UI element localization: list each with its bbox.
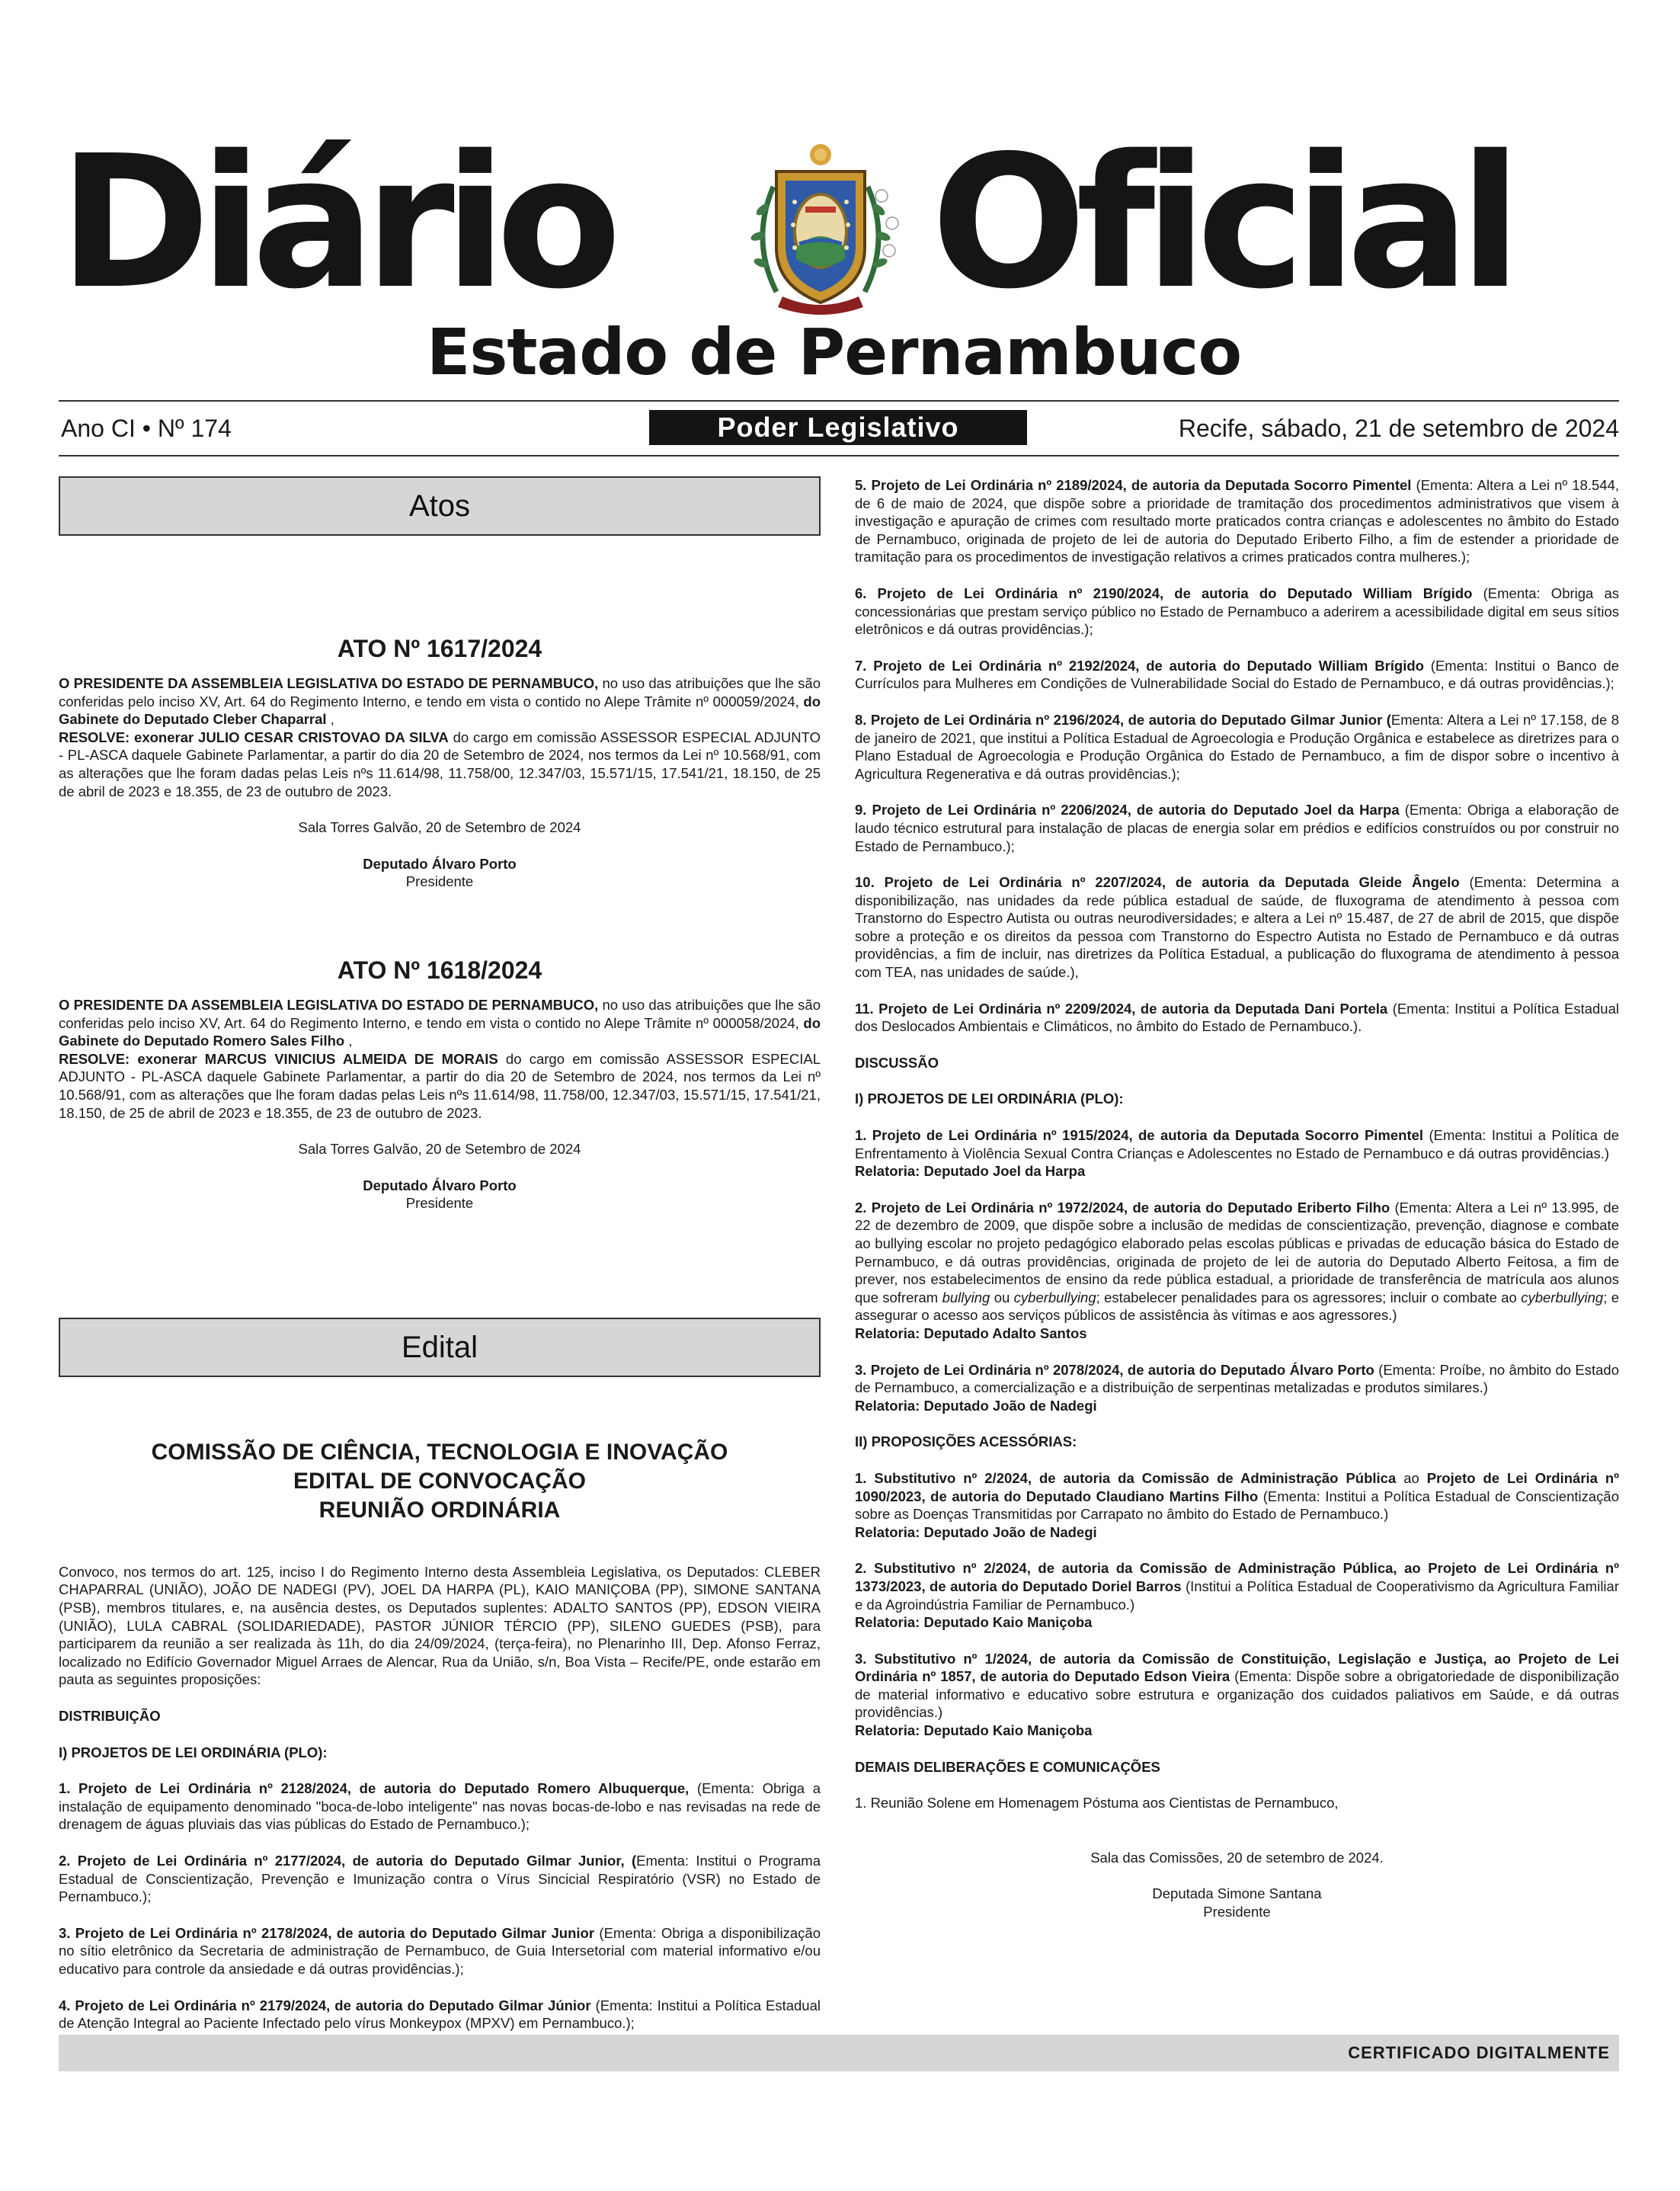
ato-title: ATO Nº 1618/2024 — [337, 956, 542, 984]
list-item: 10. Projeto de Lei Ordinária nº 2207/2024, de autoria da Deputada Gleide Ângelo (Ementa: Determina a disponibilização, nas unidades da rede pública estadual de saúde, de fluxograma de atendimento à pessoa com Transtorno do Espectro Autista ou outras neurodiversidades; e altera a Lei nº 15.487, de 27 de abril de 2015, que dispõe sobre a proteção e os direitos da pessoa com Transtorno do Espectro Autista no Estado de Pernambuco e dá outras providências, a fim de incluir, nas diretrizes da Política Estadual, a publicação do fluxograma de atendimento à pessoa com TEA, nas unidades de saúde.), — [855, 874, 1619, 981]
list-item: 5. Projeto de Lei Ordinária nº 2189/2024, de autoria da Deputada Socorro Pimentel (Ementa: Altera a Lei nº 18.544, de 6 de maio de 2024, que dispõe sobre a prioridade de tramitação dos procedimentos administrativos que visem à investigação e apuração de crimes com resultado morte praticados contra crianças e adolescentes no âmbito do Estado de Pernambuco, originada de projeto de lei de autoria do Deputado Eriberto Filho, a fim de estender a prioridade de tramitação para os procedimentos de investigação relativos a crimes praticados contra mulheres.); — [855, 477, 1620, 565]
list-item: 3. Projeto de Lei Ordinária nº 2078/2024, de autoria do Deputado Álvaro Porto (Ementa: Proíbe, no âmbito do Estado de Pernambuco, a comercialização e a distribuição de serpentinas metalizadas e produtos similares.) Relatoria: Deputado João de Nadegi — [855, 1361, 1619, 1414]
ato-place-date: Sala Torres Galvão, 20 de Setembro de 2024 — [298, 819, 581, 836]
masthead — [59, 116, 1619, 329]
masthead-title-left: Diário — [59, 116, 611, 329]
list-item: 2. Projeto de Lei Ordinária nº 1972/2024, de autoria do Deputado Eriberto Filho (Ementa: Altera a Lei nº 13.995, de 22 de dezembro de 2009, que dispõe sobre a inclusão de medidas de conscientização, prevenção, diagnose e combate ao bullying escolar no projeto pedagógico elaborado pelas escolas públicas e privadas de educação básica do Estado de Pernambuco, e dá outras providências, originada de projeto de lei de autoria do Deputado Alberto Feitosa, a fim de prever, nos estabelecimentos de ensino da rede pública estadual, a prioridade de transferência de matrícula aos alunos que sofreram bullying ou cyberbullying; estabelecer penalidades para os agressores; incluir o combate ao cyberbullying; e assegurar o acesso aos serviços públicos de assistência às vítimas e aos agressores.) Relatoria: Deputado Adalto Santos — [855, 1199, 1619, 1341]
list-item: 4. Projeto de Lei Ordinária nº 2179/2024, de autoria do Deputado Gilmar Júnior (Ementa: Institui a Política Estadual de Atenção Integral ao Paciente Infectado pelo vírus Monkeypox (MPXV) em Pernambuco.); — [59, 1997, 821, 2032]
plo-label: I) PROJETOS DE LEI ORDINÁRIA (PLO): — [59, 1744, 328, 1760]
ato-signer-role: Presidente — [405, 1195, 474, 1212]
ato-place-date: Sala Torres Galvão, 20 de Setembro de 2024 — [298, 1141, 581, 1158]
discussao-label: DISCUSSÃO — [855, 1054, 939, 1071]
digital-certificate-bar: CERTIFICADO DIGITALMENTE — [59, 2035, 1619, 2071]
distribuicao-label: DISTRIBUIÇÃO — [59, 1708, 161, 1725]
publication-date: Recife, sábado, 21 de setembro de 2024 — [1178, 415, 1619, 442]
section-heading-edital: Edital — [59, 1318, 821, 1377]
edition-number: Ano CI • Nº 174 — [61, 415, 232, 442]
ato-signer-role: Presidente — [405, 873, 474, 890]
list-item: 1. Substitutivo nº 2/2024, de autoria da Comissão de Administração Pública ao Projeto de Lei Ordinária nº 1090/2023, de autoria do Deputado Claudiano Martins Filho (Ementa: Institui a Política Estadual de Conscientização sobre as Doenças Transmitidas por Carrapato no âmbito do Estado de Pernambuco.) Relatoria: Deputado João de Nadegi — [855, 1469, 1619, 1540]
list-item: 2. Projeto de Lei Ordinária nº 2177/2024, de autoria do Deputado Gilmar Junior, (Ementa: Institui o Programa Estadual de Conscientização, Prevenção e Imunização contra o Vírus Sincicial Respiratório (VSR) no Estado de Pernambuco.); — [59, 1853, 821, 1905]
ato-1617 — [59, 633, 821, 891]
edital-signer-role: Presidente — [1203, 1904, 1271, 1920]
list-item: 1. Projeto de Lei Ordinária nº 2128/2024, de autoria do Deputado Romero Albuquerque, (Ementa: Obriga a instalação de equipamento denominado "boca-de-lobo inteligente" nas novas bocas-de-lobo e nas revisadas na rede de drenagem de águas pluviais das vias públicas do Estado de Pernambuco.); — [59, 1780, 821, 1833]
masthead-title-right: Oficial — [931, 116, 1512, 329]
ato-1618 — [59, 955, 821, 1212]
edital-place-date: Sala das Comissões, 20 de setembro de 2024. — [1090, 1849, 1384, 1866]
left-column — [59, 476, 821, 2032]
masthead-subtitle: Estado de Pernambuco — [427, 315, 1242, 389]
header-bottom-rule — [59, 455, 1619, 456]
list-item: 1. Projeto de Lei Ordinária nº 1915/2024, de autoria da Deputada Socorro Pimentel (Ementa: Institui a Política de Enfrentamento à Violência Sexual Contra Crianças e Adolescentes no Estado de Pernambuco e dá outras providências.) Relatoria: Deputado Joel da Harpa — [855, 1127, 1619, 1180]
list-item: 1. Reunião Solene em Homenagem Póstuma aos Cientistas de Pernambuco, — [855, 1795, 1339, 1811]
edital-intro: Convoco, nos termos do art. 125, inciso I do Regimento Interno desta Assembleia Legislativa, os Deputados: CLEBER CHAPARRAL (UNIÃO), JOÃO DE NADEGI (PV), JOEL DA HARPA (PL), KAIO MANIÇOBA (PP), SIMONE SANTANA (PSB), membros titulares, e, na ausência destes, os Deputados suplentes: ADALTO SANTOS (PP), EDSON VIEIRA (UNIÃO), LULA CABRAL (SOLIDARIEDADE), PASTOR JÚNIOR TÉRCIO (PP), SILENO GUEDES (PSB), para participarem da reunião a ser realizada às 11h, do dia 24/09/2024, (terça-feira), no Plenarinho III, Dep. Afonso Ferraz, localizado no Edifício Governador Miguel Arraes de Alencar, Rua da União, s/n, Boa Vista – Recife/PE, onde estarão em pauta as seguintes proposições: — [59, 1563, 821, 1688]
edital-title-line: EDITAL DE CONVOCAÇÃO — [293, 1468, 586, 1494]
list-item: 3. Projeto de Lei Ordinária nº 2178/2024, de autoria do Deputado Gilmar Junior (Ementa: Obriga a disponibilização no sítio eletrônico da Secretaria de administração de Pernambuco, de Guia Intersetorial com material informativo e/ou educativo para controle da ansiedade e dá outras providências.); — [59, 1924, 821, 1977]
acessorias-label: II) PROPOSIÇÕES ACESSÓRIAS: — [855, 1433, 1077, 1450]
list-item: 9. Projeto de Lei Ordinária nº 2206/2024, de autoria do Deputado Joel da Harpa (Ementa: Obriga a elaboração de laudo técnico estrutural para instalação de placas de energia solar em prédios e edifícios construídos ou por construir no Estado de Pernambuco.); — [855, 802, 1619, 854]
section-banner: Poder Legislativo — [649, 410, 1027, 445]
coat-of-arms-icon — [729, 133, 912, 316]
edital-signer: Deputada Simone Santana — [1152, 1885, 1322, 1902]
right-column — [855, 476, 1619, 1921]
demais-label: DEMAIS DELIBERAÇÕES E COMUNICAÇÕES — [855, 1758, 1160, 1775]
section-heading-atos: Atos — [59, 476, 821, 536]
edital-title-line: COMISSÃO DE CIÊNCIA, TECNOLOGIA E INOVAÇÃO — [151, 1439, 728, 1465]
ato-body: O PRESIDENTE DA ASSEMBLEIA LEGISLATIVA DO ESTADO DE PERNAMBUCO, no uso das atribuições que lhe são conferidas pelo inciso XV, Art. 64 do Regimento Interno, e tendo em vista o contido no Alepe Trâmite nº 000059/2024, do Gabinete do Deputado Cleber Chaparral , RESOLVE: exonerar JULIO CESAR CRISTOVAO DA SILVA do cargo em comissão ASSESSOR ESPECIAL ADJUNTO - PL-ASCA daquele Gabinete Parlamentar, a partir do dia 20 de Setembro de 2024, nos termos da Lei nº 10.568/91, com as alterações que lhe foram dadas pelas Leis nºs 11.614/98, 11.758/00, 12.347/03, 15.571/15, 17.541/21, 18.150, de 25 de abril de 2023 e 18.355, de 23 de outubro de 2023. — [59, 675, 821, 799]
ato-signer: Deputado Álvaro Porto — [363, 855, 517, 872]
list-item: 2. Substitutivo nº 2/2024, de autoria da Comissão de Administração Pública, ao Projeto de Lei Ordinária nº 1373/2023, de autoria do Deputado Doriel Barros (Institui a Política Estadual de Cooperativismo da Agricultura Familiar e da Agroindústria Familiar de Pernambuco.) Relatoria: Deputado Kaio Maniçoba — [855, 1560, 1619, 1631]
list-item: 11. Projeto de Lei Ordinária nº 2209/2024, de autoria da Deputada Dani Portela (Ementa: Institui a Política Estadual dos Deslocados Ambientais e Climáticos, no âmbito do Estado de Pernambuco.). — [855, 1000, 1619, 1035]
ato-signer: Deputado Álvaro Porto — [363, 1177, 517, 1193]
list-item: 3. Substitutivo nº 1/2024, de autoria da Comissão de Constituição, Legislação e Justiça, ao Projeto de Lei Ordinária nº 1857, de autoria do Deputado Edson Vieira (Ementa: Dispõe sobre a obrigatoriedade de disponibilização de material informativo e educativo sobre estrutura e organização dos cuidados paliativos em Saúde, e dá outras providências.) Relatoria: Deputado Kaio Maniçoba — [855, 1650, 1619, 1739]
ato-body: O PRESIDENTE DA ASSEMBLEIA LEGISLATIVA DO ESTADO DE PERNAMBUCO, no uso das atribuições que lhe são conferidas pelo inciso XV, Art. 64 do Regimento Interno, e tendo em vista o contido no Alepe Trâmite nº 000058/2024, do Gabinete do Deputado Romero Sales Filho , RESOLVE: exonerar MARCUS VINICIUS ALMEIDA DE MORAIS do cargo em comissão ASSESSOR ESPECIAL ADJUNTO - PL-ASCA daquele Gabinete Parlamentar, a partir do dia 20 de Setembro de 2024, nos termos da Lei nº 10.568/91, com as alterações que lhe foram dadas pelas Leis nºs 11.614/98, 11.758/00, 12.347/03, 15.571/15, 17.541/21, 18.150, de 25 de abril de 2023 e 18.355, de 23 de outubro de 2023. — [59, 996, 821, 1121]
edital-title-line: REUNIÃO ORDINÁRIA — [318, 1497, 561, 1523]
discussao-plo-label: I) PROJETOS DE LEI ORDINÁRIA (PLO): — [855, 1091, 1124, 1107]
ato-title: ATO Nº 1617/2024 — [337, 635, 542, 662]
list-item: 8. Projeto de Lei Ordinária nº 2196/2024, de autoria do Deputado Gilmar Junior (Ementa: Altera a Lei nº 17.158, de 8 de janeiro de 2021, que institui a Política Estadual de Agroecologia e Produção Orgânica e estabelece as diretrizes para o Plano Estadual de Agroecologia e Produção Orgânica do Estado de Pernambuco, a fim de dispor sobre o incentivo à Agricultura Regenerativa e dá outras providências.); — [855, 711, 1619, 782]
list-item: 7. Projeto de Lei Ordinária nº 2192/2024, de autoria do Deputado William Brígido (Ementa: Institui o Banco de Currículos para Mulheres em Condições de Vulnerabilidade Social do Estado de Pernambuco, e dá outras providências.); — [855, 657, 1619, 692]
list-item: 6. Projeto de Lei Ordinária nº 2190/2024, de autoria do Deputado William Brígido (Ementa: Obriga as concessionárias que prestam serviço público no Estado de Pernambuco a aderirem a acessibilidade digital em seus sítios eletrônicos e dá outras providências.); — [855, 585, 1620, 638]
header-top-rule — [59, 400, 1619, 402]
